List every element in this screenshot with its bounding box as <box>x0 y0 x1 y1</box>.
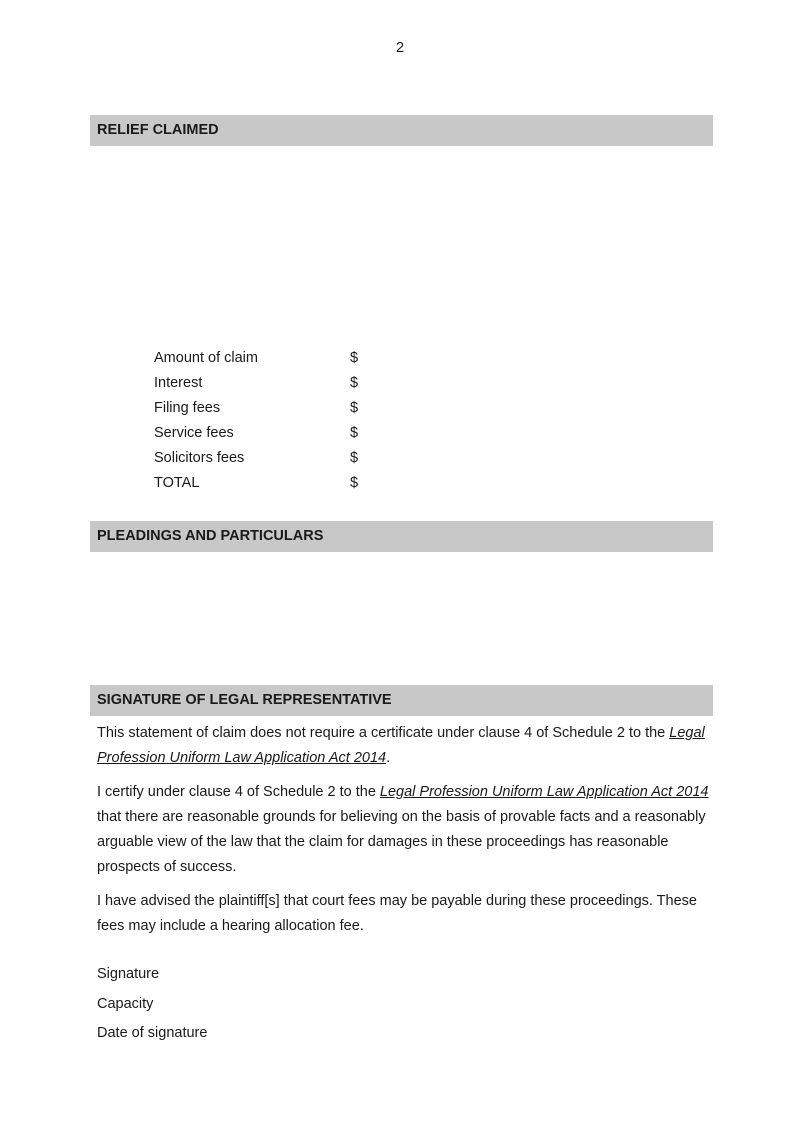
relief-claimed-table <box>154 348 358 498</box>
capacity-field-label: Capacity <box>97 995 154 1012</box>
act-title: Legal Profession Uniform Law Application Act 2014 <box>379 784 709 800</box>
pleadings-heading: PLEADINGS AND PARTICULARS <box>90 521 713 552</box>
signature-fields <box>97 963 207 1052</box>
amount-of-claim-label: Amount of claim <box>154 350 258 366</box>
act-title: Legal Profession Uniform Law Application Act 2014 <box>97 725 705 766</box>
statement-end: that there are reasonable grounds for believing on the basis of provable facts and a reasonably arguable view of the law that the claim for damages in these proceedings has reasonable prospects of success. <box>97 809 706 875</box>
table-row <box>154 373 358 398</box>
signature-field-label: Signature <box>97 966 160 982</box>
interest-label: Interest <box>154 375 203 391</box>
no-certificate-statement <box>97 721 713 771</box>
signature-heading: SIGNATURE OF LEGAL REPRESENTATIVE <box>90 685 713 716</box>
signature-statements <box>97 721 713 948</box>
service-fees-currency: $ <box>350 425 359 441</box>
relief-claimed-heading: RELIEF CLAIMED <box>90 115 713 146</box>
statement-text: This statement of claim does not require a certificate under clause 4 of Schedule 2 to the <box>97 725 670 741</box>
filing-fees-label: Filing fees <box>154 400 221 416</box>
court-fees-statement: I have advised the plaintiff[s] that court fees may be payable during these proceedings. These fees may include a hearing allocation fee. <box>97 893 697 934</box>
total-label: TOTAL <box>154 475 200 491</box>
service-fees-label: Service fees <box>154 425 234 441</box>
statement-end: . <box>386 750 391 766</box>
amount-of-claim-currency: $ <box>350 350 359 366</box>
table-row <box>154 448 358 473</box>
table-row <box>154 423 358 448</box>
filing-fees-currency: $ <box>350 400 359 416</box>
table-row <box>154 473 358 498</box>
certification-statement <box>97 780 713 880</box>
statement-text: I certify under clause 4 of Schedule 2 to the <box>97 784 380 800</box>
page-number: 2 <box>395 40 405 56</box>
solicitors-fees-label: Solicitors fees <box>154 450 245 466</box>
interest-currency: $ <box>350 375 359 391</box>
date-of-signature-label: Date of signature <box>97 1025 208 1041</box>
table-row <box>154 398 358 423</box>
solicitors-fees-currency: $ <box>350 450 359 466</box>
table-row <box>154 348 358 373</box>
total-currency: $ <box>350 475 359 491</box>
